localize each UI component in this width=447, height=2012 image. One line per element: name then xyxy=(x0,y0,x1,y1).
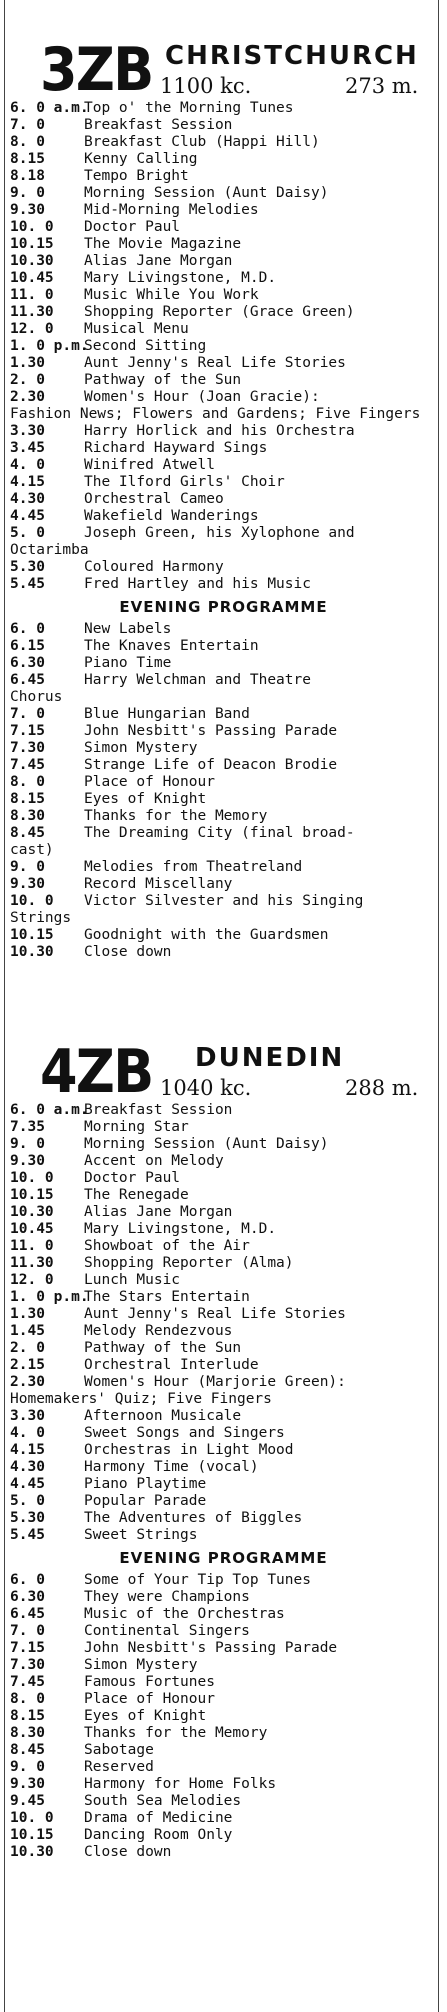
listing-row xyxy=(0,236,447,253)
listing-row xyxy=(0,1221,447,1238)
listing-programme: Famous Fortunes xyxy=(84,1674,215,1690)
listing-programme: Morning Session (Aunt Daisy) xyxy=(84,185,329,201)
listing-programme: Record Miscellany xyxy=(84,876,233,892)
listing-row xyxy=(0,1708,447,1725)
listing-programme: Strange Life of Deacon Brodie xyxy=(84,757,338,773)
listing-programme: Tempo Bright xyxy=(84,168,189,184)
listing-time: 5.45 xyxy=(10,576,45,592)
listing-time: 9.30 xyxy=(10,1776,45,1792)
listing-time: 4.30 xyxy=(10,491,45,507)
listing-programme: Goodnight with the Guardsmen xyxy=(84,927,329,943)
listing-programme: Shopping Reporter (Alma) xyxy=(84,1255,294,1271)
listing-time: 2.30 xyxy=(10,1374,45,1390)
listing-programme: The Movie Magazine xyxy=(84,236,242,252)
listing-row xyxy=(0,168,447,185)
listing-programme: Music While You Work xyxy=(84,287,259,303)
listing-programme: Piano Playtime xyxy=(84,1476,207,1492)
listing-time: 5.30 xyxy=(10,559,45,575)
listing-time: 10.30 xyxy=(10,1844,54,1860)
listing-time: 11. 0 xyxy=(10,1238,54,1254)
listing-programme: Melodies from Theatreland xyxy=(84,859,303,875)
listing-programme: Pathway of the Sun xyxy=(84,1340,242,1356)
listing-programme: Reserved xyxy=(84,1759,154,1775)
listing-time: 3.45 xyxy=(10,440,45,456)
listing-row xyxy=(0,1408,447,1425)
listing-row xyxy=(0,1476,447,1493)
listing-row xyxy=(0,1170,447,1187)
listing-programme: Coloured Harmony xyxy=(84,559,224,575)
listing-programme-continued: cast) xyxy=(10,842,54,858)
listing-programme: Winifred Atwell xyxy=(84,457,215,473)
listing-programme: Breakfast Session xyxy=(84,117,233,133)
listing-programme: John Nesbitt's Passing Parade xyxy=(84,723,338,739)
station-header xyxy=(0,35,447,105)
listing-programme: Simon Mystery xyxy=(84,1657,198,1673)
listing-row xyxy=(0,270,447,287)
evening-programme-heading: EVENING PROGRAMME xyxy=(119,1549,328,1567)
listing-row xyxy=(0,1640,447,1657)
listing-time: 6. 0 a.m. xyxy=(10,1102,89,1118)
listing-time: 8.45 xyxy=(10,1742,45,1758)
listing-programme: Afternoon Musicale xyxy=(84,1408,242,1424)
listing-programme: Fred Hartley and his Music xyxy=(84,576,311,592)
station-callsign: 4ZB xyxy=(40,1037,153,1107)
listing-programme: Alias Jane Morgan xyxy=(84,1204,233,1220)
listing-time: 10. 0 xyxy=(10,893,54,909)
listing-time: 6. 0 a.m. xyxy=(10,100,89,116)
listing-programme: Lunch Music xyxy=(84,1272,181,1288)
listing-row xyxy=(0,1102,447,1119)
listing-row xyxy=(0,423,447,440)
listing-row xyxy=(0,304,447,321)
listing-programme: Dancing Room Only xyxy=(84,1827,233,1843)
listing-programme: Harmony Time (vocal) xyxy=(84,1459,259,1475)
listing-row xyxy=(0,1374,447,1408)
listing-time: 10.15 xyxy=(10,236,54,252)
listing-row xyxy=(0,440,447,457)
listing-time: 9. 0 xyxy=(10,859,45,875)
listing-programme-continued: Fashion News; Flowers and Gardens; Five Fingers xyxy=(10,406,421,422)
listing-row xyxy=(0,100,447,117)
listing-programme: Place of Honour xyxy=(84,1691,215,1707)
listing-row xyxy=(0,1119,447,1136)
station-wavelength: 288 m. xyxy=(345,1076,419,1100)
listing-time: 8. 0 xyxy=(10,1691,45,1707)
listing-programme: Popular Parade xyxy=(84,1493,207,1509)
listing-programme: Accent on Melody xyxy=(84,1153,224,1169)
listing-row xyxy=(0,1425,447,1442)
listing-programme: Simon Mystery xyxy=(84,740,198,756)
listing-programme: Women's Hour (Joan Gracie): xyxy=(84,389,320,405)
listing-time: 4.15 xyxy=(10,474,45,490)
listing-time: 4.30 xyxy=(10,1459,45,1475)
listing-programme: Breakfast Club (Happi Hill) xyxy=(84,134,320,150)
listing-time: 7.45 xyxy=(10,1674,45,1690)
listing-programme: Mary Livingstone, M.D. xyxy=(84,1221,277,1237)
listing-programme: Melody Rendezvous xyxy=(84,1323,233,1339)
listing-time: 10. 0 xyxy=(10,219,54,235)
listing-programme: Doctor Paul xyxy=(84,1170,181,1186)
listing-row xyxy=(0,1357,447,1374)
listing-programme: Music of the Orchestras xyxy=(84,1606,285,1622)
listing-row xyxy=(0,1510,447,1527)
listing-time: 9.30 xyxy=(10,1153,45,1169)
listing-time: 4.15 xyxy=(10,1442,45,1458)
evening-programme-heading: EVENING PROGRAMME xyxy=(119,598,328,616)
listing-time: 6. 0 xyxy=(10,621,45,637)
listing-time: 9. 0 xyxy=(10,1759,45,1775)
listing-programme: Drama of Medicine xyxy=(84,1810,233,1826)
listing-row xyxy=(0,1589,447,1606)
listing-programme: Continental Singers xyxy=(84,1623,250,1639)
station-3zb xyxy=(0,35,447,961)
listing-programme: Morning Session (Aunt Daisy) xyxy=(84,1136,329,1152)
listing-row xyxy=(0,151,447,168)
listing-time: 1.30 xyxy=(10,1306,45,1322)
listing-time: 1. 0 p.m. xyxy=(10,338,89,354)
listing-row xyxy=(0,1527,447,1544)
listing-row xyxy=(0,1827,447,1844)
listing-programme-continued: Strings xyxy=(10,910,72,926)
listing-programme: The Stars Entertain xyxy=(84,1289,250,1305)
listing-time: 10.30 xyxy=(10,253,54,269)
listing-time: 7.45 xyxy=(10,757,45,773)
listing-row xyxy=(0,1691,447,1708)
evening-programme-list xyxy=(0,621,447,961)
listing-programme: Wakefield Wanderings xyxy=(84,508,259,524)
listing-programme-continued: Octarimba xyxy=(10,542,89,558)
listing-row xyxy=(0,621,447,638)
listing-programme-continued: Homemakers' Quiz; Five Fingers xyxy=(10,1391,272,1407)
listing-time: 5.45 xyxy=(10,1527,45,1543)
listing-row xyxy=(0,491,447,508)
listing-programme: Breakfast Session xyxy=(84,1102,233,1118)
listing-time: 10. 0 xyxy=(10,1810,54,1826)
listing-programme: Doctor Paul xyxy=(84,219,181,235)
listing-programme: Harry Horlick and his Orchestra xyxy=(84,423,355,439)
listing-time: 4. 0 xyxy=(10,457,45,473)
listing-time: 8.30 xyxy=(10,1725,45,1741)
listing-time: 1.30 xyxy=(10,355,45,371)
station-frequency: 1100 kc. xyxy=(160,74,252,98)
listing-time: 10.15 xyxy=(10,1827,54,1843)
listing-time: 11.30 xyxy=(10,1255,54,1271)
listing-time: 6. 0 xyxy=(10,1572,45,1588)
listing-programme: They were Champions xyxy=(84,1589,250,1605)
listing-programme: Mid-Morning Melodies xyxy=(84,202,259,218)
listing-programme: Mary Livingstone, M.D. xyxy=(84,270,277,286)
listing-programme: Pathway of the Sun xyxy=(84,372,242,388)
listing-row xyxy=(0,508,447,525)
listing-row xyxy=(0,1136,447,1153)
listing-time: 11.30 xyxy=(10,304,54,320)
listing-row xyxy=(0,791,447,808)
evening-programme-list xyxy=(0,1572,447,1861)
listing-programme: Women's Hour (Marjorie Green): xyxy=(84,1374,346,1390)
listing-row xyxy=(0,1572,447,1589)
listing-time: 4.45 xyxy=(10,1476,45,1492)
listing-programme: The Knaves Entertain xyxy=(84,638,259,654)
listing-row xyxy=(0,774,447,791)
listing-time: 9. 0 xyxy=(10,1136,45,1152)
listing-programme: Richard Hayward Sings xyxy=(84,440,268,456)
listing-time: 10.30 xyxy=(10,1204,54,1220)
listing-programme: The Dreaming City (final broad- xyxy=(84,825,355,841)
listing-programme: Second Sitting xyxy=(84,338,207,354)
listing-programme: Alias Jane Morgan xyxy=(84,253,233,269)
listing-row xyxy=(0,1742,447,1759)
listing-time: 8.15 xyxy=(10,151,45,167)
listing-time: 2.15 xyxy=(10,1357,45,1373)
listing-time: 8. 0 xyxy=(10,134,45,150)
listing-programme: Orchestras in Light Mood xyxy=(84,1442,294,1458)
listing-programme: Harmony for Home Folks xyxy=(84,1776,277,1792)
listing-programme: The Adventures of Biggles xyxy=(84,1510,303,1526)
listing-programme: John Nesbitt's Passing Parade xyxy=(84,1640,338,1656)
listing-time: 7.30 xyxy=(10,740,45,756)
listing-time: 3.30 xyxy=(10,423,45,439)
listing-time: 2. 0 xyxy=(10,1340,45,1356)
listing-time: 6.45 xyxy=(10,672,45,688)
listing-row xyxy=(0,859,447,876)
listing-row xyxy=(0,1323,447,1340)
listing-time: 7.15 xyxy=(10,723,45,739)
listing-time: 5. 0 xyxy=(10,525,45,541)
listing-time: 12. 0 xyxy=(10,1272,54,1288)
listing-row xyxy=(0,185,447,202)
listing-row xyxy=(0,1459,447,1476)
listing-programme: Sweet Strings xyxy=(84,1527,198,1543)
listing-row xyxy=(0,1187,447,1204)
listing-time: 10. 0 xyxy=(10,1170,54,1186)
listing-row xyxy=(0,1306,447,1323)
listing-programme: Place of Honour xyxy=(84,774,215,790)
listing-time: 7.15 xyxy=(10,1640,45,1656)
listing-row xyxy=(0,457,447,474)
listing-row xyxy=(0,576,447,593)
station-4zb xyxy=(0,1037,447,1861)
listing-programme: Blue Hungarian Band xyxy=(84,706,250,722)
listing-row xyxy=(0,1657,447,1674)
listing-time: 1.45 xyxy=(10,1323,45,1339)
listing-row xyxy=(0,1442,447,1459)
listing-programme: Top o' the Morning Tunes xyxy=(84,100,294,116)
listing-row xyxy=(0,202,447,219)
listing-row xyxy=(0,1810,447,1827)
listing-time: 11. 0 xyxy=(10,287,54,303)
listing-row xyxy=(0,338,447,355)
listing-row xyxy=(0,1238,447,1255)
listing-programme: Close down xyxy=(84,1844,172,1860)
listing-programme: Thanks for the Memory xyxy=(84,808,268,824)
listing-row xyxy=(0,1153,447,1170)
listing-row xyxy=(0,1272,447,1289)
listing-time: 9.30 xyxy=(10,876,45,892)
listing-time: 1. 0 p.m. xyxy=(10,1289,89,1305)
listing-programme: Joseph Green, his Xylophone and xyxy=(84,525,355,541)
listing-row xyxy=(0,1289,447,1306)
listing-row xyxy=(0,389,447,423)
listing-time: 7. 0 xyxy=(10,1623,45,1639)
listing-programme: Orchestral Cameo xyxy=(84,491,224,507)
listing-row xyxy=(0,253,447,270)
listing-time: 9. 0 xyxy=(10,185,45,201)
listing-row xyxy=(0,1340,447,1357)
listing-time: 8.45 xyxy=(10,825,45,841)
listing-time: 10.15 xyxy=(10,927,54,943)
listing-time: 10.30 xyxy=(10,944,54,960)
listing-programme: Victor Silvester and his Singing xyxy=(84,893,364,909)
listing-row xyxy=(0,525,447,559)
listing-programme: Morning Star xyxy=(84,1119,189,1135)
listing-time: 8.30 xyxy=(10,808,45,824)
listing-row xyxy=(0,638,447,655)
listing-time: 7.35 xyxy=(10,1119,45,1135)
listing-programme: Musical Menu xyxy=(84,321,189,337)
listing-programme: Piano Time xyxy=(84,655,172,671)
listing-row xyxy=(0,1255,447,1272)
listing-row xyxy=(0,757,447,774)
listing-row xyxy=(0,655,447,672)
listing-row xyxy=(0,1606,447,1623)
listing-time: 2. 0 xyxy=(10,372,45,388)
station-wavelength: 273 m. xyxy=(345,74,419,98)
listing-programme: Orchestral Interlude xyxy=(84,1357,259,1373)
listing-row xyxy=(0,1759,447,1776)
listing-row xyxy=(0,1844,447,1861)
listing-programme: Eyes of Knight xyxy=(84,1708,207,1724)
listing-programme: Some of Your Tip Top Tunes xyxy=(84,1572,311,1588)
listing-programme: Aunt Jenny's Real Life Stories xyxy=(84,355,346,371)
listing-time: 5. 0 xyxy=(10,1493,45,1509)
listing-programme-continued: Chorus xyxy=(10,689,63,705)
listing-row xyxy=(0,321,447,338)
listing-row xyxy=(0,355,447,372)
listing-programme: Sabotage xyxy=(84,1742,154,1758)
station-city: CHRISTCHURCH xyxy=(165,41,419,71)
listing-programme: Sweet Songs and Singers xyxy=(84,1425,285,1441)
listing-row xyxy=(0,825,447,859)
listing-row xyxy=(0,1493,447,1510)
listing-row xyxy=(0,1793,447,1810)
listing-time: 5.30 xyxy=(10,1510,45,1526)
listing-time: 2.30 xyxy=(10,389,45,405)
listing-row xyxy=(0,559,447,576)
listing-programme: The Ilford Girls' Choir xyxy=(84,474,285,490)
listing-row xyxy=(0,740,447,757)
listing-programme: Showboat of the Air xyxy=(84,1238,250,1254)
station-city: DUNEDIN xyxy=(195,1043,345,1073)
listing-row xyxy=(0,372,447,389)
listing-programme: South Sea Melodies xyxy=(84,1793,242,1809)
listing-time: 10.15 xyxy=(10,1187,54,1203)
listing-time: 9.45 xyxy=(10,1793,45,1809)
listing-row xyxy=(0,1204,447,1221)
listing-time: 10.45 xyxy=(10,270,54,286)
listing-row xyxy=(0,1725,447,1742)
listing-row xyxy=(0,134,447,151)
listing-row xyxy=(0,672,447,706)
listing-row xyxy=(0,723,447,740)
listing-row xyxy=(0,1776,447,1793)
listing-time: 4. 0 xyxy=(10,1425,45,1441)
listing-time: 7.30 xyxy=(10,1657,45,1673)
station-frequency: 1040 kc. xyxy=(160,1076,252,1100)
listing-time: 10.45 xyxy=(10,1221,54,1237)
listing-time: 6.30 xyxy=(10,655,45,671)
listing-row xyxy=(0,944,447,961)
listing-programme: Eyes of Knight xyxy=(84,791,207,807)
listing-row xyxy=(0,893,447,927)
listing-time: 8.18 xyxy=(10,168,45,184)
listing-time: 12. 0 xyxy=(10,321,54,337)
listing-row xyxy=(0,706,447,723)
listing-programme: Thanks for the Memory xyxy=(84,1725,268,1741)
listing-programme: Kenny Calling xyxy=(84,151,198,167)
listing-programme: The Renegade xyxy=(84,1187,189,1203)
listing-programme: Close down xyxy=(84,944,172,960)
listing-row xyxy=(0,808,447,825)
listing-row xyxy=(0,927,447,944)
listing-time: 7. 0 xyxy=(10,706,45,722)
day-programme-list xyxy=(0,1102,447,1544)
listing-row xyxy=(0,1623,447,1640)
station-header xyxy=(0,1037,447,1107)
listing-time: 6.45 xyxy=(10,1606,45,1622)
listing-row xyxy=(0,219,447,236)
listing-row xyxy=(0,1674,447,1691)
listing-time: 9.30 xyxy=(10,202,45,218)
listing-programme: Aunt Jenny's Real Life Stories xyxy=(84,1306,346,1322)
listing-row xyxy=(0,474,447,491)
listing-time: 3.30 xyxy=(10,1408,45,1424)
listing-time: 8.15 xyxy=(10,1708,45,1724)
listing-row xyxy=(0,876,447,893)
station-callsign: 3ZB xyxy=(40,35,153,105)
listing-programme: New Labels xyxy=(84,621,172,637)
listing-time: 4.45 xyxy=(10,508,45,524)
listing-programme: Shopping Reporter (Grace Green) xyxy=(84,304,355,320)
listing-row xyxy=(0,287,447,304)
listing-programme: Harry Welchman and Theatre xyxy=(84,672,311,688)
listing-time: 8. 0 xyxy=(10,774,45,790)
listing-time: 7. 0 xyxy=(10,117,45,133)
listing-time: 6.30 xyxy=(10,1589,45,1605)
listing-row xyxy=(0,117,447,134)
day-programme-list xyxy=(0,100,447,593)
listing-time: 6.15 xyxy=(10,638,45,654)
listing-time: 8.15 xyxy=(10,791,45,807)
